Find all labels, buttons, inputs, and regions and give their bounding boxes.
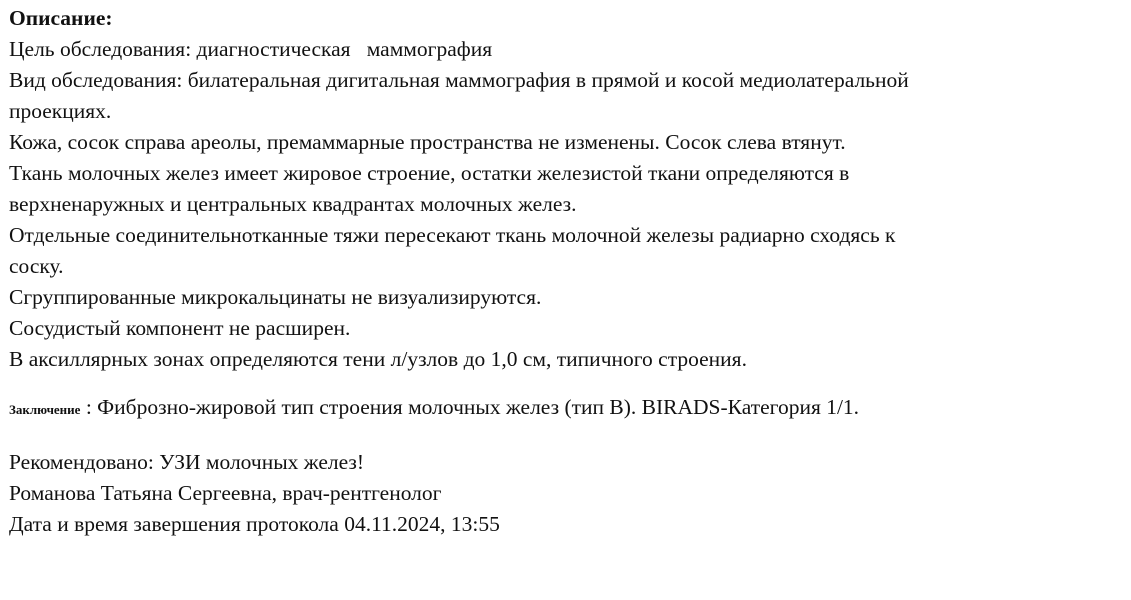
spacer bbox=[9, 375, 1125, 392]
conclusion bbox=[9, 392, 1125, 425]
conclusion-separator: : bbox=[80, 395, 98, 419]
description-heading: Описание: bbox=[9, 6, 113, 30]
exam-purpose: Цель обследования: диагностическая маммография bbox=[9, 37, 493, 61]
vascular-component: Сосудистый компонент не расширен. bbox=[9, 316, 351, 340]
connective-tissue-strands: Отдельные соединительнотканные тяжи пересекают ткань молочной железы радиарно сходясь к bbox=[9, 223, 896, 247]
conclusion-text: Фиброзно-жировой тип строения молочных желез (тип В). BIRADS-Категория 1/1. bbox=[97, 395, 860, 419]
exam-type: Вид обследования: билатеральная дигитальная маммография в прямой и косой медиолатеральной bbox=[9, 68, 909, 92]
tissue-structure-continuation: верхненаружных и центральных квадрантах молочных желез. bbox=[9, 192, 577, 216]
protocol-document bbox=[9, 3, 1125, 540]
doctor-signature: Романова Татьяна Сергеевна, врач-рентгенолог bbox=[9, 481, 442, 505]
protocol-completion-datetime: Дата и время завершения протокола 04.11.2024, 13:55 bbox=[9, 512, 500, 536]
tissue-structure: Ткань молочных желез имеет жировое строение, остатки железистой ткани определяются в bbox=[9, 161, 850, 185]
connective-tissue-continuation: соску. bbox=[9, 254, 64, 278]
exam-type-continuation: проекциях. bbox=[9, 99, 112, 123]
skin-nipple-findings: Кожа, сосок справа ареолы, премаммарные пространства не изменены. Сосок слева втянут. bbox=[9, 130, 846, 154]
recommendation: Рекомендовано: УЗИ молочных желез! bbox=[9, 450, 365, 474]
conclusion-label: Заключение bbox=[9, 402, 81, 417]
axillary-lymph-nodes: В аксиллярных зонах определяются тени л/узлов до 1,0 см, типичного строения. bbox=[9, 347, 747, 371]
microcalcifications: Сгруппированные микрокальцинаты не визуализируются. bbox=[9, 285, 542, 309]
spacer bbox=[9, 425, 1125, 447]
